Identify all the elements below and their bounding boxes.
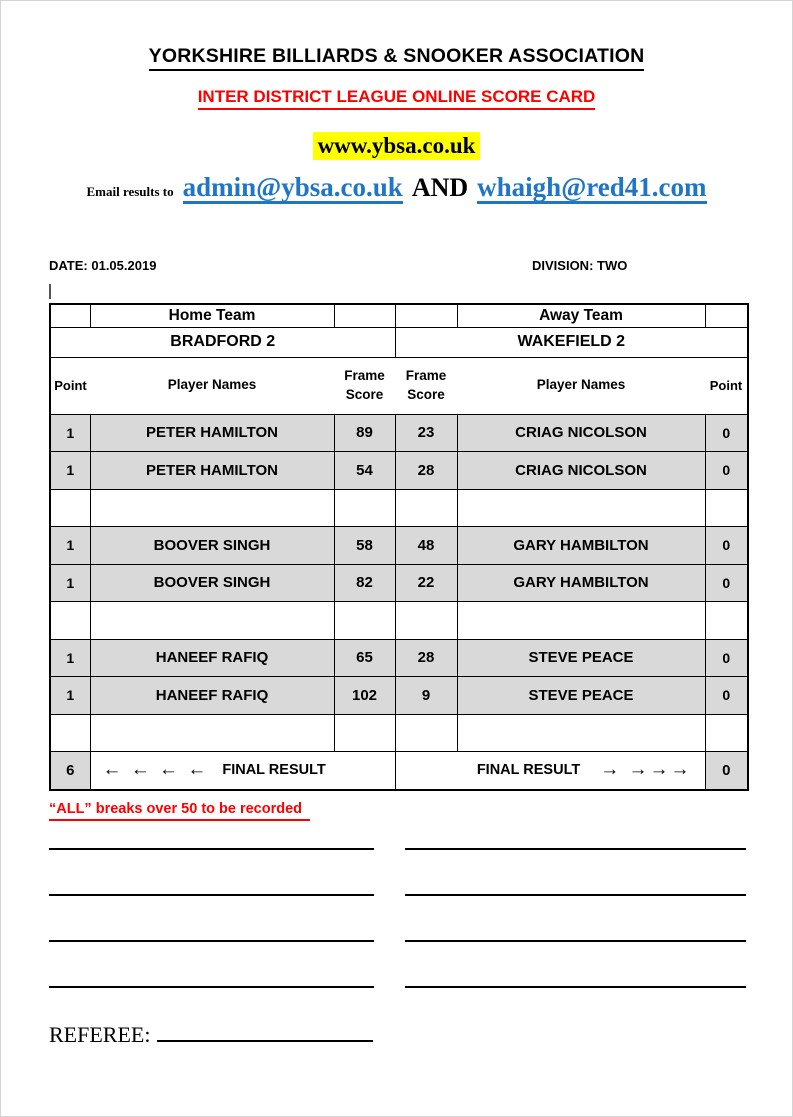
email-results-line (1, 173, 792, 204)
referee-row (49, 1018, 373, 1048)
home-point-cell (50, 714, 90, 752)
home-player-cell: PETER HAMILTON (90, 414, 334, 452)
home-player-cell: BOOVER SINGH (90, 564, 334, 602)
spacer-cell (395, 304, 457, 327)
score-row (50, 414, 748, 452)
away-point-cell: 0 (705, 677, 748, 715)
email-results-label: Email results to (86, 184, 174, 199)
away-total-points: 0 (705, 752, 748, 790)
away-frame-score-cell: 23 (395, 414, 457, 452)
page-title: YORKSHIRE BILLIARDS & SNOOKER ASSOCIATION (149, 45, 645, 71)
away-frame-score-cell: 22 (395, 564, 457, 602)
score-row-empty (50, 714, 748, 752)
home-frame-score-cell: 65 (334, 639, 395, 677)
right-arrows-icon: → →→→ (600, 759, 692, 781)
break-entry-line (49, 848, 374, 850)
spacer-cell (334, 304, 395, 327)
score-rows (50, 414, 748, 752)
home-frame-score-cell: 54 (334, 452, 395, 490)
break-entry-line (49, 986, 374, 988)
home-point-column-header: Point (50, 357, 90, 414)
final-result-left-cell (90, 752, 395, 790)
final-result-row (50, 752, 748, 790)
score-table (49, 303, 749, 791)
home-frame-score-column-header: Frame Score (334, 357, 395, 414)
left-arrows-icon: ← ← ← ← (102, 759, 209, 781)
home-player-cell: HANEEF RAFIQ (90, 639, 334, 677)
home-player-cell (90, 489, 334, 527)
home-player-names-column-header: Player Names (90, 357, 334, 414)
away-point-cell (705, 489, 748, 527)
away-point-cell: 0 (705, 452, 748, 490)
home-point-cell: 1 (50, 564, 90, 602)
final-result-right-cell (395, 752, 705, 790)
away-point-cell: 0 (705, 564, 748, 602)
away-player-cell (457, 489, 705, 527)
home-player-cell (90, 602, 334, 640)
home-frame-score-cell (334, 489, 395, 527)
away-player-cell: CRIAG NICOLSON (457, 414, 705, 452)
away-point-cell: 0 (705, 527, 748, 565)
score-row-empty (50, 602, 748, 640)
referee-signature-line (157, 1018, 373, 1042)
break-entry-line (405, 894, 746, 896)
away-player-cell: STEVE PEACE (457, 639, 705, 677)
home-point-cell (50, 489, 90, 527)
home-point-cell (50, 602, 90, 640)
home-team-header: Home Team (90, 304, 334, 327)
text-cursor (49, 284, 51, 299)
home-point-cell: 1 (50, 414, 90, 452)
final-result-right-label: FINAL RESULT (476, 762, 581, 779)
division-field: DIVISION: TWO (532, 258, 628, 273)
score-row (50, 452, 748, 490)
break-entry-line (49, 894, 374, 896)
home-player-cell: HANEEF RAFIQ (90, 677, 334, 715)
away-frame-score-cell: 28 (395, 639, 457, 677)
break-entry-line (405, 940, 746, 942)
breaks-note: “ALL” breaks over 50 to be recorded (49, 801, 310, 821)
score-row (50, 639, 748, 677)
away-frame-score-cell: 48 (395, 527, 457, 565)
date-field: DATE: 01.05.2019 (49, 258, 157, 273)
final-result-left-label: FINAL RESULT (222, 762, 326, 779)
home-frame-score-cell: 102 (334, 677, 395, 715)
email-link-whaigh[interactable]: whaigh@red41.com (477, 173, 706, 204)
away-player-cell: STEVE PEACE (457, 677, 705, 715)
home-player-cell: BOOVER SINGH (90, 527, 334, 565)
away-point-cell: 0 (705, 639, 748, 677)
break-entry-line (405, 848, 746, 850)
away-player-cell (457, 714, 705, 752)
home-total-points: 6 (50, 752, 90, 790)
website-highlight: www.ybsa.co.uk (313, 132, 481, 160)
spacer-cell (50, 304, 90, 327)
email-and-label: AND (411, 173, 469, 202)
away-team-header: Away Team (457, 304, 705, 327)
home-point-cell: 1 (50, 677, 90, 715)
away-frame-score-cell (395, 714, 457, 752)
home-point-cell: 1 (50, 639, 90, 677)
home-player-cell: PETER HAMILTON (90, 452, 334, 490)
page-subtitle: INTER DISTRICT LEAGUE ONLINE SCORE CARD (198, 87, 596, 110)
away-player-cell: CRIAG NICOLSON (457, 452, 705, 490)
home-frame-score-cell: 58 (334, 527, 395, 565)
home-point-cell: 1 (50, 527, 90, 565)
away-player-cell: GARY HAMBILTON (457, 564, 705, 602)
team-name-row (50, 327, 748, 357)
home-frame-score-cell: 89 (334, 414, 395, 452)
email-link-admin[interactable]: admin@ybsa.co.uk (183, 173, 403, 204)
home-point-cell: 1 (50, 452, 90, 490)
score-row-empty (50, 489, 748, 527)
home-frame-score-cell: 82 (334, 564, 395, 602)
score-row (50, 564, 748, 602)
home-frame-score-cell (334, 714, 395, 752)
break-entry-line (49, 940, 374, 942)
team-header-row (50, 304, 748, 327)
home-player-cell (90, 714, 334, 752)
away-frame-score-column-header: Frame Score (395, 357, 457, 414)
referee-label: REFEREE: (49, 1022, 151, 1047)
away-player-cell (457, 602, 705, 640)
score-row (50, 527, 748, 565)
away-point-cell: 0 (705, 414, 748, 452)
away-frame-score-cell: 9 (395, 677, 457, 715)
away-point-column-header: Point (705, 357, 748, 414)
score-row (50, 677, 748, 715)
away-frame-score-cell: 28 (395, 452, 457, 490)
away-frame-score-cell (395, 489, 457, 527)
away-player-names-column-header: Player Names (457, 357, 705, 414)
away-point-cell (705, 714, 748, 752)
away-frame-score-cell (395, 602, 457, 640)
spacer-cell (705, 304, 748, 327)
break-entry-line (405, 986, 746, 988)
away-player-cell: GARY HAMBILTON (457, 527, 705, 565)
away-team-name: WAKEFIELD 2 (395, 327, 748, 357)
column-header-row (50, 357, 748, 414)
home-frame-score-cell (334, 602, 395, 640)
home-team-name: BRADFORD 2 (50, 327, 395, 357)
away-point-cell (705, 602, 748, 640)
